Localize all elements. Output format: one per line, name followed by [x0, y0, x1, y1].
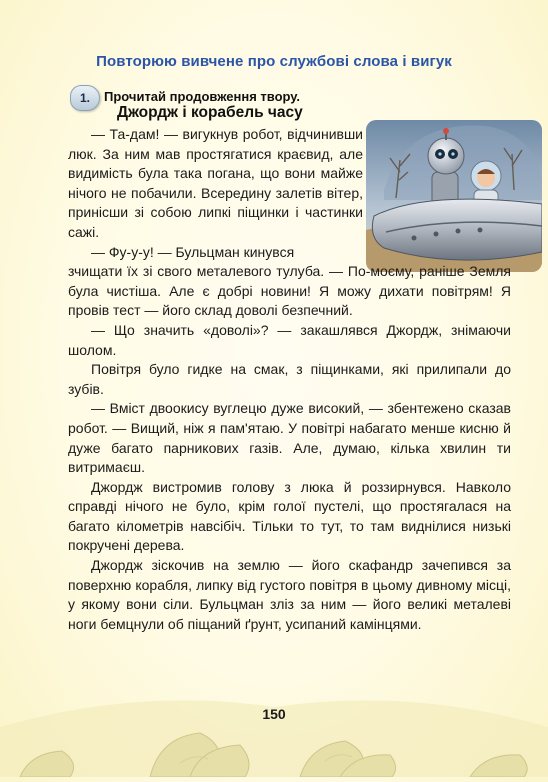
- story-paragraph: — Фу-у-у! — Бульцман кинувся: [91, 243, 295, 260]
- story-paragraph: Джордж зіскочив на землю — його скафандр зачепився за поверхню корабля, липку від густого повітря в цьому дивному місці, у якому вони сіли. Бульцман зліз за ним — його великі металеві ноги бемцнули об піщаний ґрунт, усипаний камінцями.: [68, 557, 511, 632]
- story-text: [68, 125, 511, 634]
- page-number: 150: [262, 706, 286, 722]
- leaf-ornament: [0, 667, 548, 777]
- story-paragraph: — Вміст двоокису вуглецю дуже високий, — збентежено сказав робот. — Вищий, ніж я пам'ятаю. У повітрі набагато менше кисню й дуже багато парникових газів. Але, думаю, кілька хвилин ти витримаєш.: [68, 400, 511, 476]
- story-paragraph: зчищати їх зі свого металевого тулуба. — По-моєму, раніше Земля була чистіша. Але є добрі новини! Я можу дихати повітрям! Я провів тест — його склад доволі безпечний.: [68, 263, 511, 319]
- section-heading: Повторюю вивчене про службові слова і вигук: [96, 53, 452, 70]
- story-paragraph: Джордж вистромив голову з люка й роззирнувся. Навколо справді нічого не було, крім голої пустелі, що простягалася на багато кілометрів навсібіч. Тільки то тут, то там виднілися низькі покручені дерева.: [68, 478, 511, 554]
- task-instruction: Прочитай продовження твору.: [104, 89, 300, 104]
- story-paragraph: — Що значить «доволі»? — закашлявся Джордж, знімаючи шолом.: [68, 321, 511, 358]
- task-number-badge: [70, 85, 100, 111]
- leaf-ornament-drawing: [0, 667, 548, 777]
- story-title: Джордж і корабель часу: [117, 104, 303, 121]
- task-number: 1.: [79, 91, 90, 105]
- story-paragraph: Повітря було гидке на смак, з піщинками, які прилипали до зубів.: [68, 361, 511, 397]
- story-paragraph: — Та-дам! — вигукнув робот, відчинивши люк. За ним мав простягатися краєвид, але видимість була така погана, що вони майже нічого не побачили. Всередину залетів вітер, принісши зі собою липкі піщинки і частинки сажі.: [68, 126, 363, 240]
